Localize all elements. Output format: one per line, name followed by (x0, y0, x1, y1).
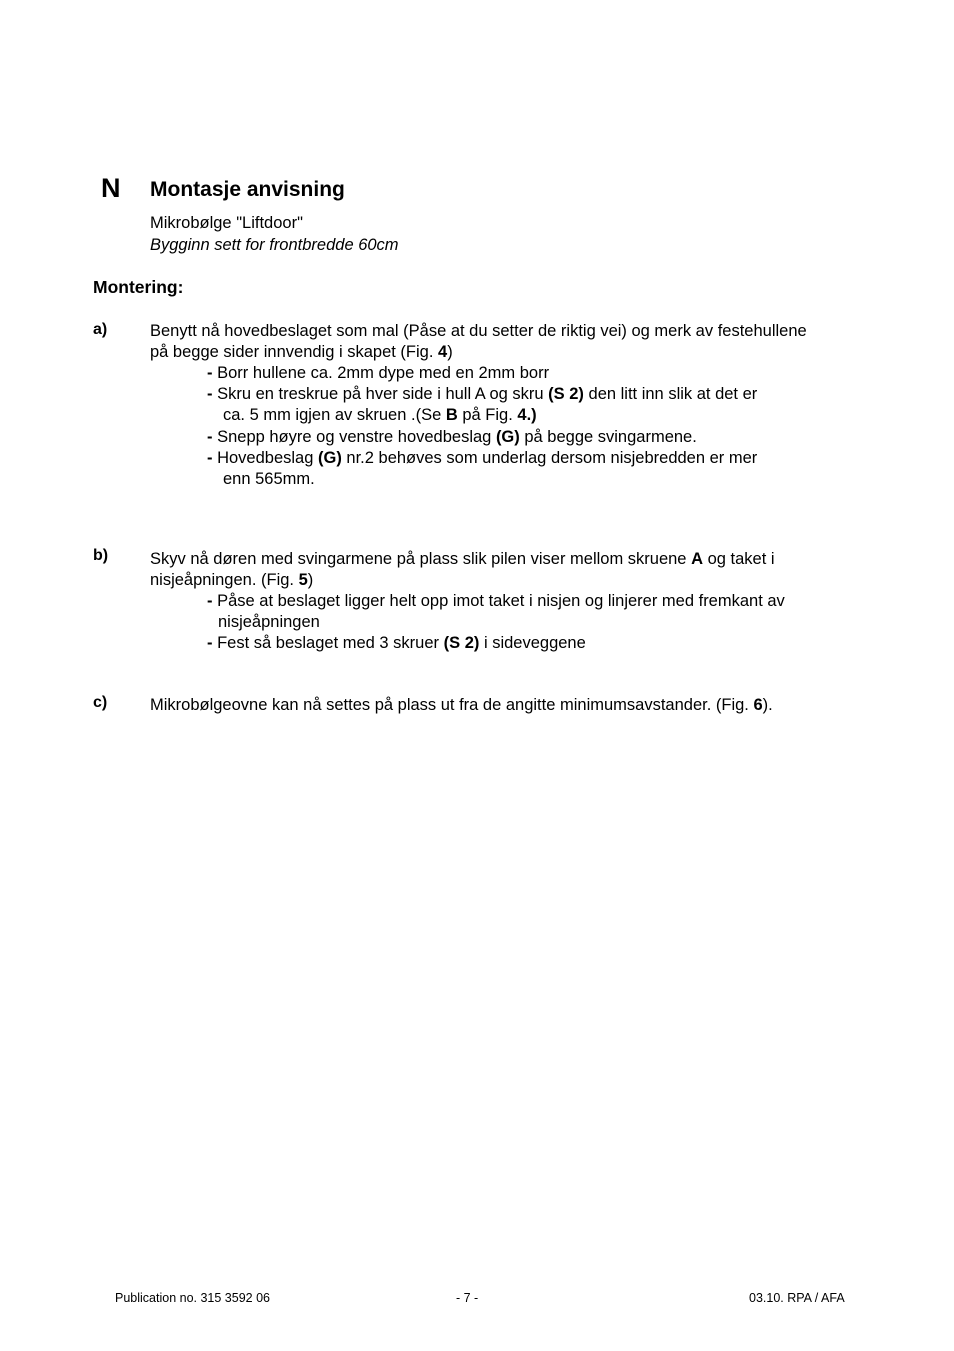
step-a-line-2: på begge sider innvendig i skapet (Fig. 4) (150, 343, 453, 361)
step-a-item-2: - Skru en treskrue på hver side i hull A og skru (S 2) den litt inn slik at det er (207, 385, 758, 403)
step-a-item-3: - Snepp høyre og venstre hovedbeslag (G) på begge svingarmene. (207, 428, 697, 446)
product-subtitle: Bygginn sett for frontbredde 60cm (150, 236, 399, 254)
step-b-line-1: Skyv nå døren med svingarmene på plass slik pilen viser mellom skruene A og taket i (150, 550, 775, 568)
step-a-label: a) (93, 321, 108, 338)
footer-page-number: - 7 - (456, 1291, 479, 1305)
step-a-item-4: - Hovedbeslag (G) nr.2 behøves som underlag dersom nisjebredden er mer (207, 449, 758, 467)
step-b-line-2: nisjeåpningen. (Fig. 5) (150, 571, 314, 589)
footer-publication-number: Publication no. 315 3592 06 (115, 1291, 270, 1305)
step-b-item-2: - Fest så beslaget med 3 skruer (S 2) i sideveggene (207, 634, 586, 652)
step-b-item-1: - Påse at beslaget ligger helt opp imot taket i nisjen og linjerer med fremkant av (207, 592, 785, 610)
step-a-item-4-cont: enn 565mm. (223, 470, 315, 488)
product-name: Mikrobølge "Liftdoor" (150, 214, 303, 232)
page-title: Montasje anvisning (150, 178, 345, 201)
step-c-label: c) (93, 694, 108, 711)
step-b-item-1-cont: nisjeåpningen (218, 613, 320, 631)
step-c-line-1: Mikrobølgeovne kan nå settes på plass ut fra de angitte minimumsavstander. (Fig. 6). (150, 696, 773, 714)
step-a-item-2-cont: ca. 5 mm igjen av skruen .(Se B på Fig. 4.) (223, 406, 537, 424)
step-a-item-1: - Borr hullene ca. 2mm dype med en 2mm borr (207, 364, 550, 382)
language-code: N (101, 173, 121, 203)
section-heading: Montering: (93, 277, 184, 297)
footer-document-code: 03.10. RPA / AFA (749, 1291, 845, 1305)
step-a-line-1: Benytt nå hovedbeslaget som mal (Påse at du setter de riktig vei) og merk av festehullene (150, 322, 807, 340)
step-b-label: b) (93, 547, 109, 564)
